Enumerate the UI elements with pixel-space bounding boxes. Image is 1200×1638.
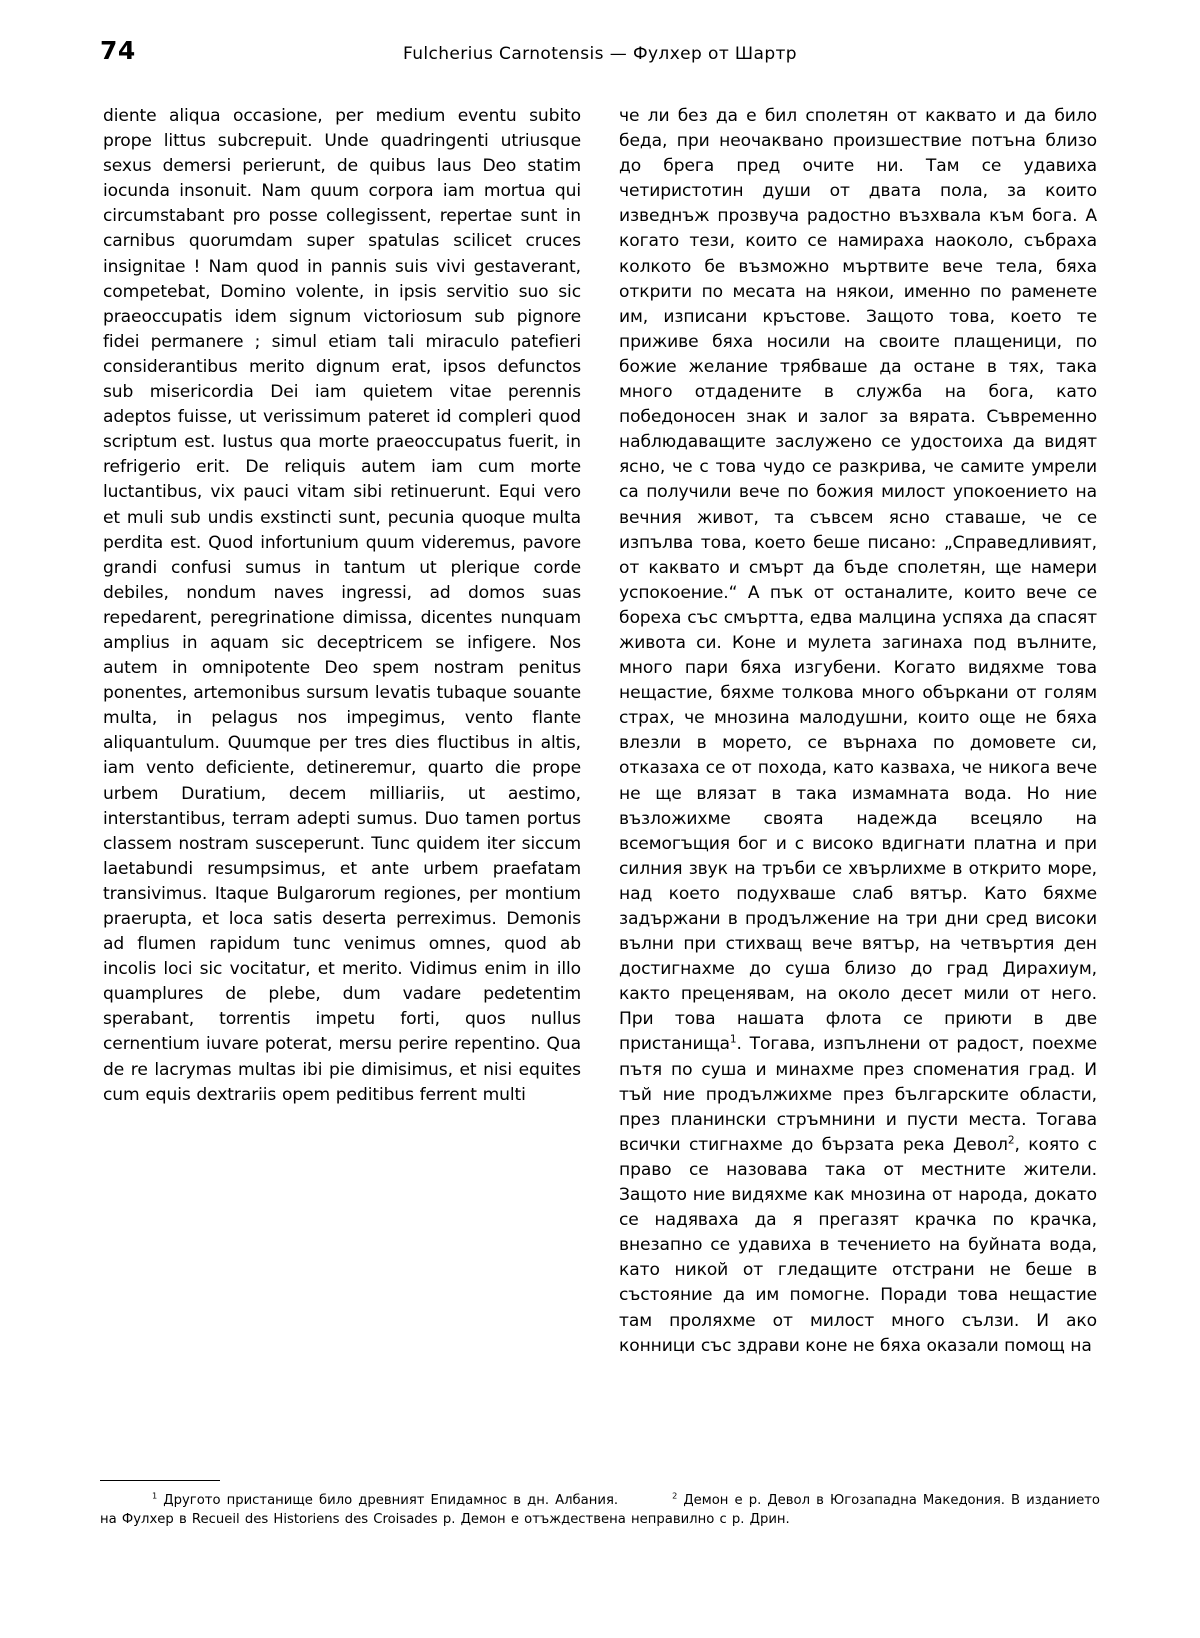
footnote-text-1: Другото пристанище било древният Епидамнос в дн. Албания. [163, 1493, 619, 1508]
column-latin [103, 104, 581, 1108]
bulgarian-text-part-1: че ли без да е бил сполетян от каквато и да било беда, при неочаквано произшествие потъна близо до брега пред очите ни. Там се удавиха четиристотин души от двата пола, за които изведнъж прозвуча радостно възхвала към бога. А когато тези, които се намираха наоколо, събраха колкото бе възможно мъртвите вече тела, бяха открити по месата на някои, именно по раменете им, изписани кръстове. Защото това, което те приживе бяха носили на своите плащеници, по божие желание трябваше да остане в тях, така много отдадените в служба на бога, като победоносен знак и залог за вярата. Съвременно наблюдаващите заслужено се удостоиха да видят ясно, че с това чудо се разкрива, че самите умрели са получили вече по божия милост упокоението на вечния живот, та съвсем ясно ставаше, че се изпълва това, което беше писано: „Справедливият, от каквато и смърт да бъде сполетян, ще намери успокоение.“ А пък от останалите, които вече се бореха със смъртта, едва малцина успяха да спасят живота си. Коне и мулета загинаха под вълните, много пари бяха изгубени. Когато видяхме това нещастие, бяхме толкова много объркани от голям страх, че мнозина малодушни, които още не бяха влезли в морето, се върнаха по домовете си, отказаха се от похода, като казваха, че никога вече не ще влязат в така измамната вода. Но ние възложихме своята надежда всецяло на всемогъщия бог и с високо вдигнати платна и при силния звук на тръби се хвърлихме в открито море, над което подухваше слаб вятър. Като бяхме задържани в продължение на три дни сред високи вълни при стихващ вече вятър, на четвъртия ден достигнахме до суша близо до град Дирахиум, както преценявам, на около десет мили от него. При това нашата флота се приюти в две пристанища [619, 106, 1097, 1055]
footnotes-section [100, 1492, 1100, 1529]
footnote-ref-1[interactable]: 1 [729, 1033, 737, 1046]
footnote-separator-rule [100, 1480, 220, 1481]
footnote-text-2: Демон е р. Девол в Югозападна Македония. В изданието на Фулхер в Recueil des Historiens des Croisades р. Демон е отъждествена неправилно с р. Дрин. [100, 1493, 1100, 1527]
page-header [100, 36, 1100, 70]
running-title: Fulcherius Carnotensis — Фулхер от Шартр [402, 44, 798, 64]
footnote-number-1: 1 [152, 1490, 158, 1501]
footnote-ref-2[interactable]: 2 [1007, 1134, 1015, 1147]
bulgarian-body-text [619, 104, 1097, 1359]
footnote-block [100, 1492, 1100, 1529]
column-bulgarian [619, 104, 1097, 1359]
footnote-number-2: 2 [672, 1490, 678, 1501]
text-columns [103, 104, 1097, 1359]
bulgarian-text-part-2: . Тогава, изпълнени от радост, поехме пътя по суша и минахме през споменатия град. И тъй ние продължихме през българските области, през планински стръмнини и пусти места. Тогава всички стигнахме до бързата река Девол [619, 1034, 1097, 1155]
page-number: 74 [100, 36, 136, 65]
latin-body-text: diente aliqua occasione, per medium eventu subito prope littus subcrepuit. Unde quadringenti utriusque sexus demersi perierunt, de quibus laus Deo statim iocunda insonuit. Nam quum corpora iam mortua qui circumstabant pro posse collegissent, repertae sunt in carnibus quorumdam super spatulas scilicet cruces insignitae ! Nam quod in pannis suis vivi gestaverant, competebat, Domino volente, in ipsis servitio suo sic praeoccupatis idem signum victoriosum sub pignore fidei permanere ; simul etiam tali miraculo patefieri considerantibus merito dignum erat, ipsos defunctos sub misericordia Dei iam quietem vitae perennis adeptos fuisse, ut verissimum pateret id compleri quod scriptum est. Iustus qua morte praeoccupatus fuerit, in refrigerio erit. De reliquis autem iam cum morte luctantibus, vix pauci vitam sibi retinuerunt. Equi vero et muli sub undis exstincti sunt, pecunia quoque multa perdita est. Quod infortunium quum videremus, pavore grandi confusi sumus in tantum ut plerique corde debiles, nondum naves ingressi, ad domos suas repedarent, peregrinatione dimissa, dicentes nunquam amplius in aquam sic deceptricem se infigere. Nos autem in omnipotente Deo spem nostram penitus ponentes, artemonibus sursum levatis tubaque souante multa, in pelagus nos impegimus, vento flante aliquantulum. Quumque per tres dies fluctibus in altis, iam vento deficiente, detineremur, quarto die prope urbem Duratium, decem milliariis, ut aestimo, interstantibus, terram adepti sumus. Duo tamen portus classem nostram susceperunt. Tunc quidem iter siccum laetabundi resumpsimus, et ante urbem praefatam transivimus. Itaque Bulgarorum regiones, per montium praerupta, et loca satis deserta perreximus. Demonis ad flumen rapidum tunc venimus omnes, quod ab incolis loci sic vocitatur, et merito. Vidimus enim in illo quamplures de plebe, dum vadare pedetentim sperabant, torrentis impetu forti, quos nullus cernentium iuvare poterat, mersu perire repentino. Qua de re lacrymas multas ibi pie dimisimus, et nisi equites cum equis dextrariis opem peditibus ferrent multi [103, 106, 581, 1105]
bulgarian-text-part-3: , която с право се назовава така от местните жители. Защото ние видяхме как мнозина от народа, докато се надяваха да я прегазят крачка по крачка, внезапно се удавиха в течението на буйната вода, като никой от гледащите отстрани не беше в състояние да им помогне. Поради това нещастие там проляхме от милост много сълзи. И ако конници със здрави коне не бяха оказали помощ на [619, 1134, 1097, 1356]
